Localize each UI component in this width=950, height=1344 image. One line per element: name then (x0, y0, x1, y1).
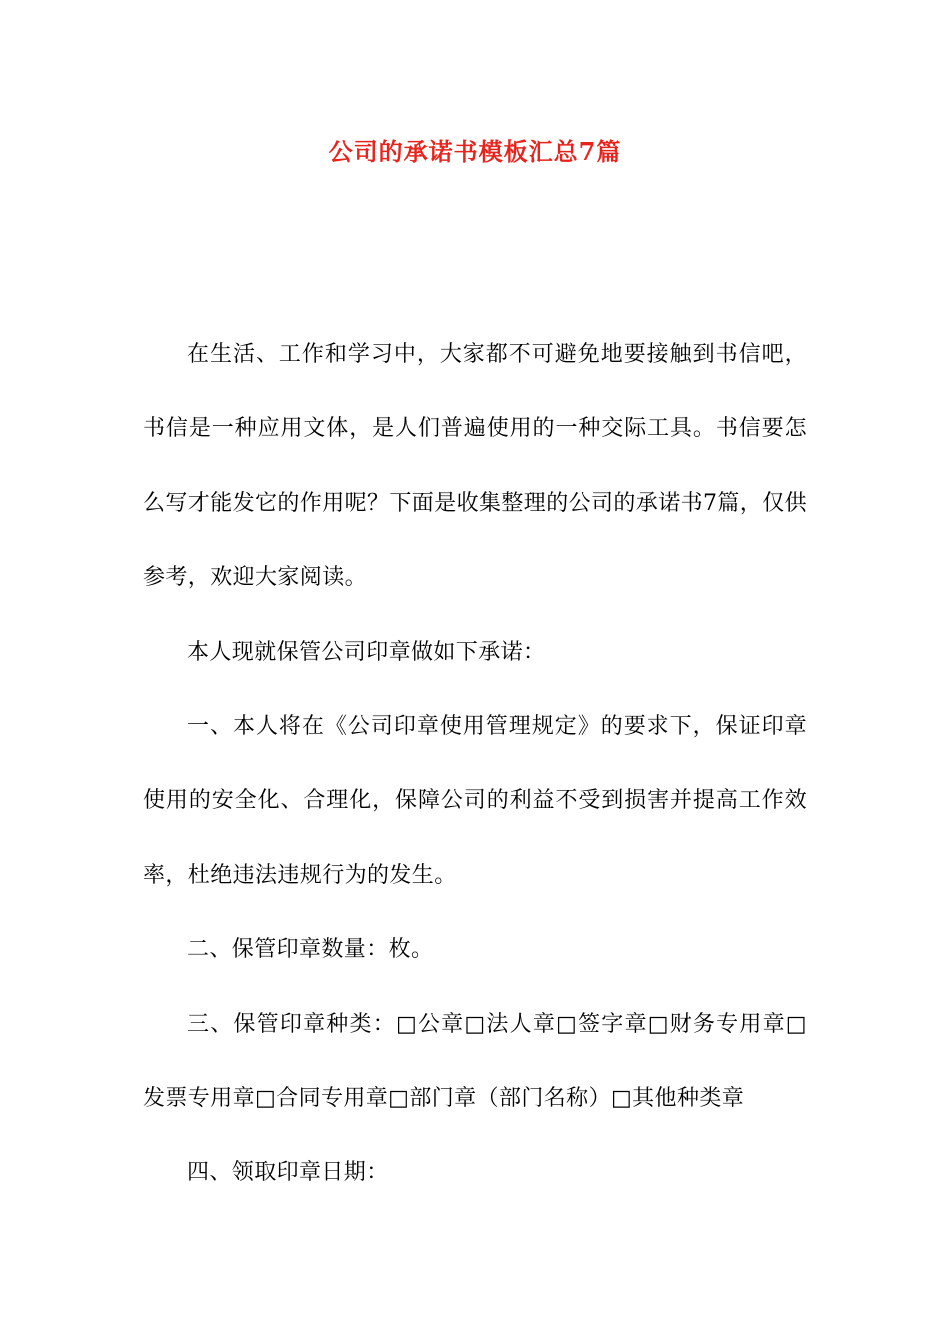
paragraph-intro: 在生活、工作和学习中，大家都不可避免地要接触到书信吧，书信是一种应用文体，是人们普遍使用的一种交际工具。书信要怎么写才能发它的作用呢？下面是收集整理的公司的承诺书7篇，仅供参考，欢迎大家阅读。 (143, 342, 807, 591)
paragraph-commitment-lead: 本人现就保管公司印章做如下承诺： (187, 639, 546, 665)
paragraph-item-4: 四、领取印章日期： (187, 1160, 389, 1186)
paragraph-item-3: 三、保管印章种类：□公章□法人章□签字章□财务专用章□发票专用章□合同专用章□部门章（部门名称）□其他种类章 (143, 1011, 807, 1112)
document-body (143, 318, 807, 1211)
paragraph-item-2: 二、保管印章数量：枚。 (187, 937, 434, 963)
paragraph-item-1: 一、本人将在《公司印章使用管理规定》的要求下，保证印章使用的安全化、合理化，保障公司的利益不受到损害并提高工作效率，杜绝违法违规行为的发生。 (143, 714, 807, 888)
document-title: 公司的承诺书模板汇总7篇 (328, 137, 622, 166)
